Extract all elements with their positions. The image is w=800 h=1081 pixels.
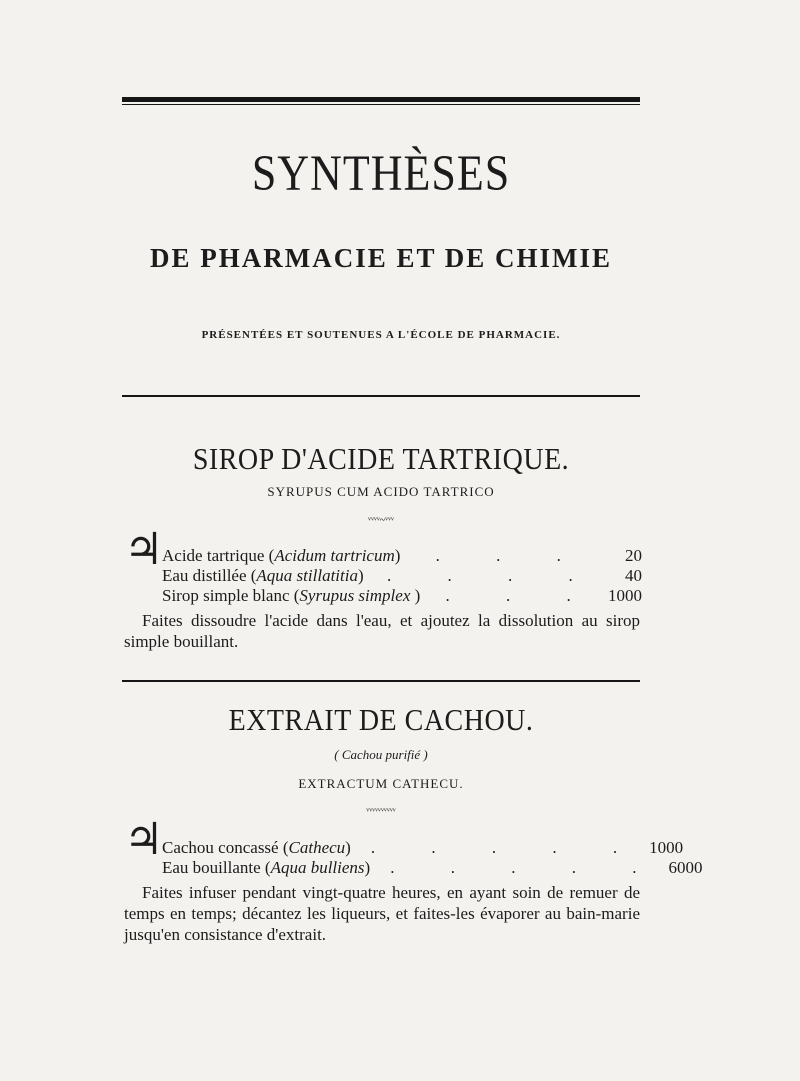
section1-ingredients	[162, 546, 642, 606]
ingredient-quantity: 6000	[668, 858, 703, 877]
ingredient-row: Acide tartrique (Acidum tartricum) . . . 20	[162, 546, 642, 565]
section2-ornament: ᵛᵛᵛᵛᵛᵛᵛᵛᵛᵛ	[366, 806, 396, 817]
ingredient-quantity: 20	[625, 546, 642, 565]
section2-latin: EXTRACTUM CATHECU.	[298, 776, 464, 791]
ingredient-quantity: 1000	[649, 838, 684, 857]
section-divider-1	[122, 395, 640, 397]
section2-instructions: Faites infuser pendant vingt-quatre heures, en ayant soin de remuer de temps en temps; décantez les liqueurs, et faites-les évaporer au bain-marie jusqu'en consistance d'extrait.	[124, 883, 640, 944]
ingredient-row: Eau bouillante (Aqua bulliens) . . . . . 6000	[162, 858, 703, 877]
section1-title: SIROP D'ACIDE TARTRIQUE.	[192, 442, 570, 477]
section1-instructions: Faites dissoudre l'acide dans l'eau, et ajoutez la dissolution au sirop simple bouillant.	[124, 611, 640, 651]
section2-subtitle: ( Cachou purifié )	[334, 747, 428, 762]
recipe-symbol-2: ♃	[124, 814, 164, 865]
presented-line: PRÉSENTÉES ET SOUTENUES A L'ÉCOLE DE PHARMACIE.	[201, 329, 561, 341]
section2-title: EXTRAIT DE CACHOU.	[228, 703, 534, 738]
ingredient-quantity: 40	[625, 566, 642, 585]
ingredient-row: Cachou concassé (Cathecu) . . . . . 1000	[162, 838, 684, 857]
section-divider-2	[122, 680, 640, 682]
recipe-symbol-1: ♃	[124, 524, 164, 575]
page-title: SYNTHÈSES	[251, 145, 511, 202]
section2-ingredients	[162, 838, 703, 878]
ingredient-row: Eau distillée (Aqua stillatitia) . . . . 40	[162, 566, 642, 585]
section1-ornament: ᵛᵛᵛᵛ~ᵛᵛᵛ	[368, 515, 394, 526]
top-rule	[122, 97, 640, 105]
ingredient-quantity: 1000	[608, 586, 642, 605]
page-subtitle: DE PHARMACIE ET DE CHIMIE	[149, 243, 613, 273]
section1-latin: SYRUPUS CUM ACIDO TARTRICO	[267, 484, 495, 499]
ingredient-row: Sirop simple blanc (Syrupus simplex ) . . . 1000	[162, 586, 642, 605]
